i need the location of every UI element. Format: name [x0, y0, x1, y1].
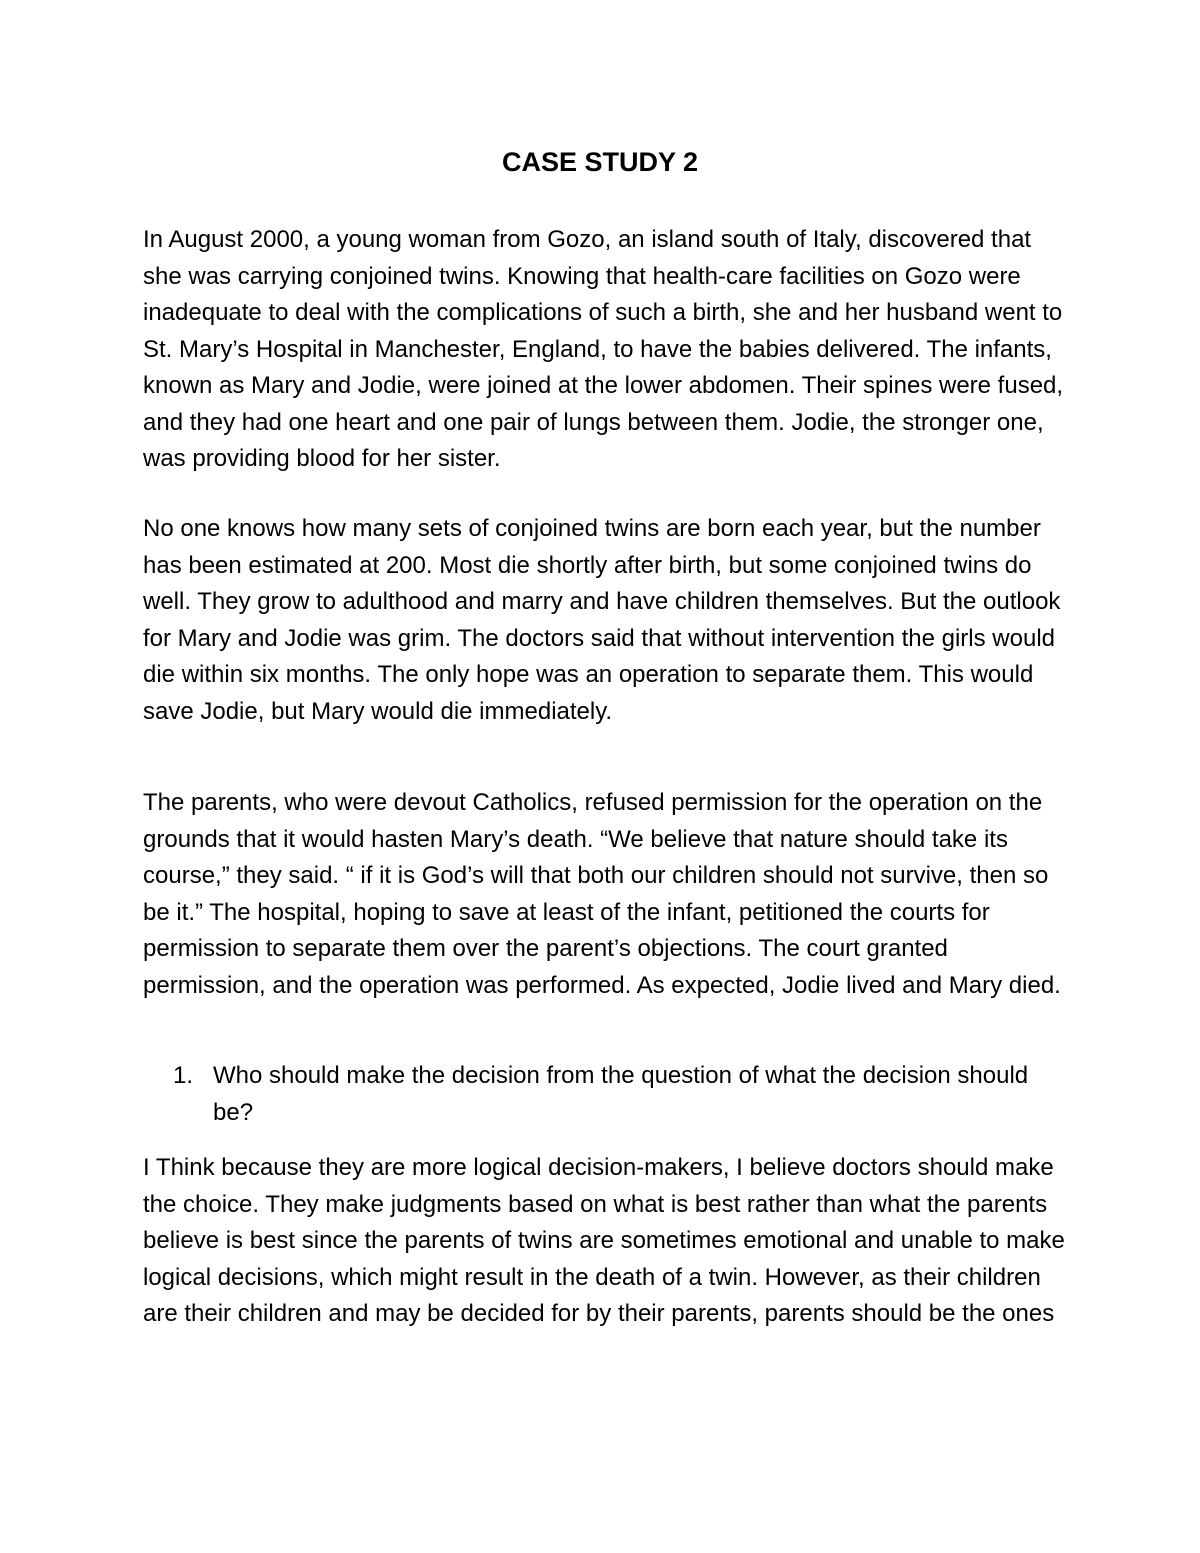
list-item-number: 1.: [173, 1062, 194, 1089]
list-item: [143, 1058, 1073, 1131]
paragraph-case-background: In August 2000, a young woman from Gozo, an island south of Italy, discovered that she was carrying conjoined twins. Knowing that health-care facilities on Gozo were inadequate to deal with the complications of such a birth, she and her husband went to St. Mary’s Hospital in Manchester, England, to have the babies delivered. The infants, known as Mary and Jodie, were joined at the lower abdomen. Their spines were fused, and they had one heart and one pair of lungs between them. Jodie, the stronger one, was providing blood for her sister.: [143, 226, 1064, 472]
paragraph-parents-decision: The parents, who were devout Catholics, refused permission for the operation on the grounds that it would hasten Mary’s death. “We believe that nature should take its course,” they said. “ if it is God’s will that both our children should not survive, then so be it.” The hospital, hoping to save at least of the infant, petitioned the courts for permission to separate them over the parent’s objections. The court granted permission, and the operation was performed. As expected, Jodie lived and Mary died.: [143, 789, 1061, 999]
paragraph-conjoined-twins-outlook: No one knows how many sets of conjoined twins are born each year, but the number has been estimated at 200. Most die shortly after birth, but some conjoined twins do well. They grow to adulthood and marry and have children themselves. But the outlook for Mary and Jodie was grim. The doctors said that without intervention the girls would die within six months. The only hope was an operation to separate them. This would save Jodie, but Mary would die immediately.: [143, 515, 1061, 725]
list-item-text: Who should make the decision from the question of what the decision should be?: [213, 1062, 1029, 1126]
question-list: [143, 1058, 1073, 1131]
paragraph-answer: I Think because they are more logical decision-makers, I believe doctors should make the choice. They make judgments based on what is best rather than what the parents believe is best since the parents of twins are sometimes emotional and unable to make logical decisions, which might result in the death of a twin. However, as their children are their children and may be decided for by their parents, parents should be the ones: [143, 1154, 1065, 1327]
page-title: CASE STUDY 2: [501, 147, 699, 177]
